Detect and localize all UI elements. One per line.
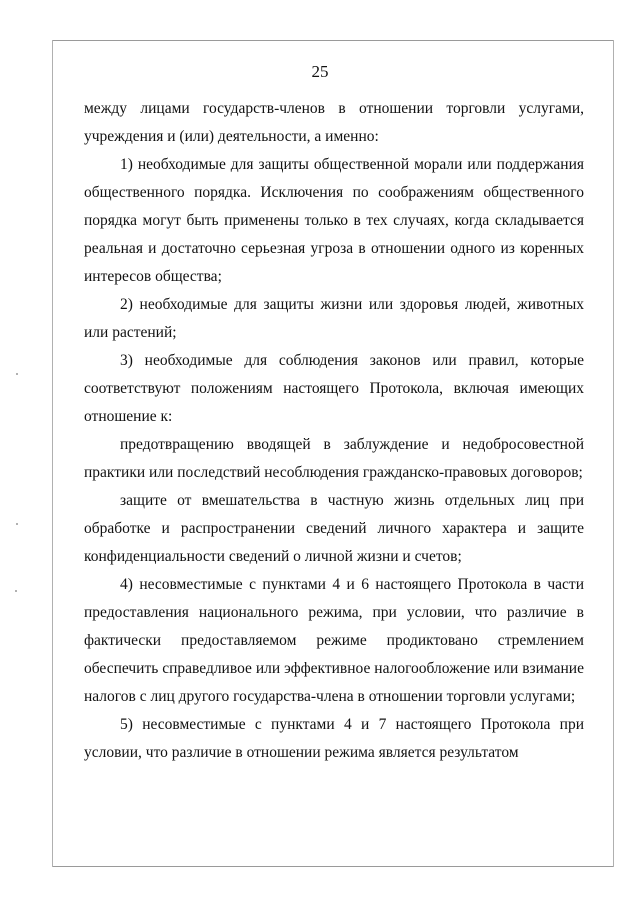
scan-border-right <box>613 40 614 867</box>
scan-border-top <box>52 40 614 41</box>
document-body <box>84 95 584 767</box>
page-number: 25 <box>311 62 329 81</box>
scan-speck <box>16 373 18 375</box>
scan-speck <box>15 590 17 592</box>
paragraph-subitem-prevention: предотвращению вводящей в заблуждение и недобросовестной практики или последствий несоблюдения гражданско-правовых договоров; <box>84 436 584 481</box>
paragraph-subitem-privacy: защите от вмешательства в частную жизнь отдельных лиц при обработке и распространении сведений личного характера и защите конфиденциальности сведений о личной жизни и счетов; <box>84 492 584 565</box>
scan-border-left <box>52 40 53 867</box>
paragraph-item-1: 1) необходимые для защиты общественной морали или поддержания общественного порядка. Исключения по соображениям общественного порядка могут быть применены только в тех случаях, когда складывается реальная и достаточно серьезная угроза в отношении одного из коренных интересов общества; <box>84 156 584 285</box>
scan-speck <box>16 523 18 525</box>
paragraph-item-4: 4) несовместимые с пунктами 4 и 6 настоящего Протокола в части предоставления национального режима, при условии, что различие в фактически предоставляемом режиме продиктовано стремлением обеспечить справедливое или эффективное налогообложение или взимание налогов с лиц другого государства-члена в отношении торговли услугами; <box>84 576 584 705</box>
paragraph-item-2: 2) необходимые для защиты жизни или здоровья людей, животных или растений; <box>84 296 584 341</box>
paragraph-continuation: между лицами государств-членов в отношении торговли услугами, учреждения и (или) деятельности, а именно: <box>84 100 584 145</box>
paragraph-item-5: 5) несовместимые с пунктами 4 и 7 настоящего Протокола при условии, что различие в отношении режима является результатом <box>84 716 584 761</box>
paragraph-item-3: 3) необходимые для соблюдения законов или правил, которые соответствуют положениям настоящего Протокола, включая имеющих отношение к: <box>84 352 584 425</box>
scan-border-bottom <box>52 866 614 867</box>
